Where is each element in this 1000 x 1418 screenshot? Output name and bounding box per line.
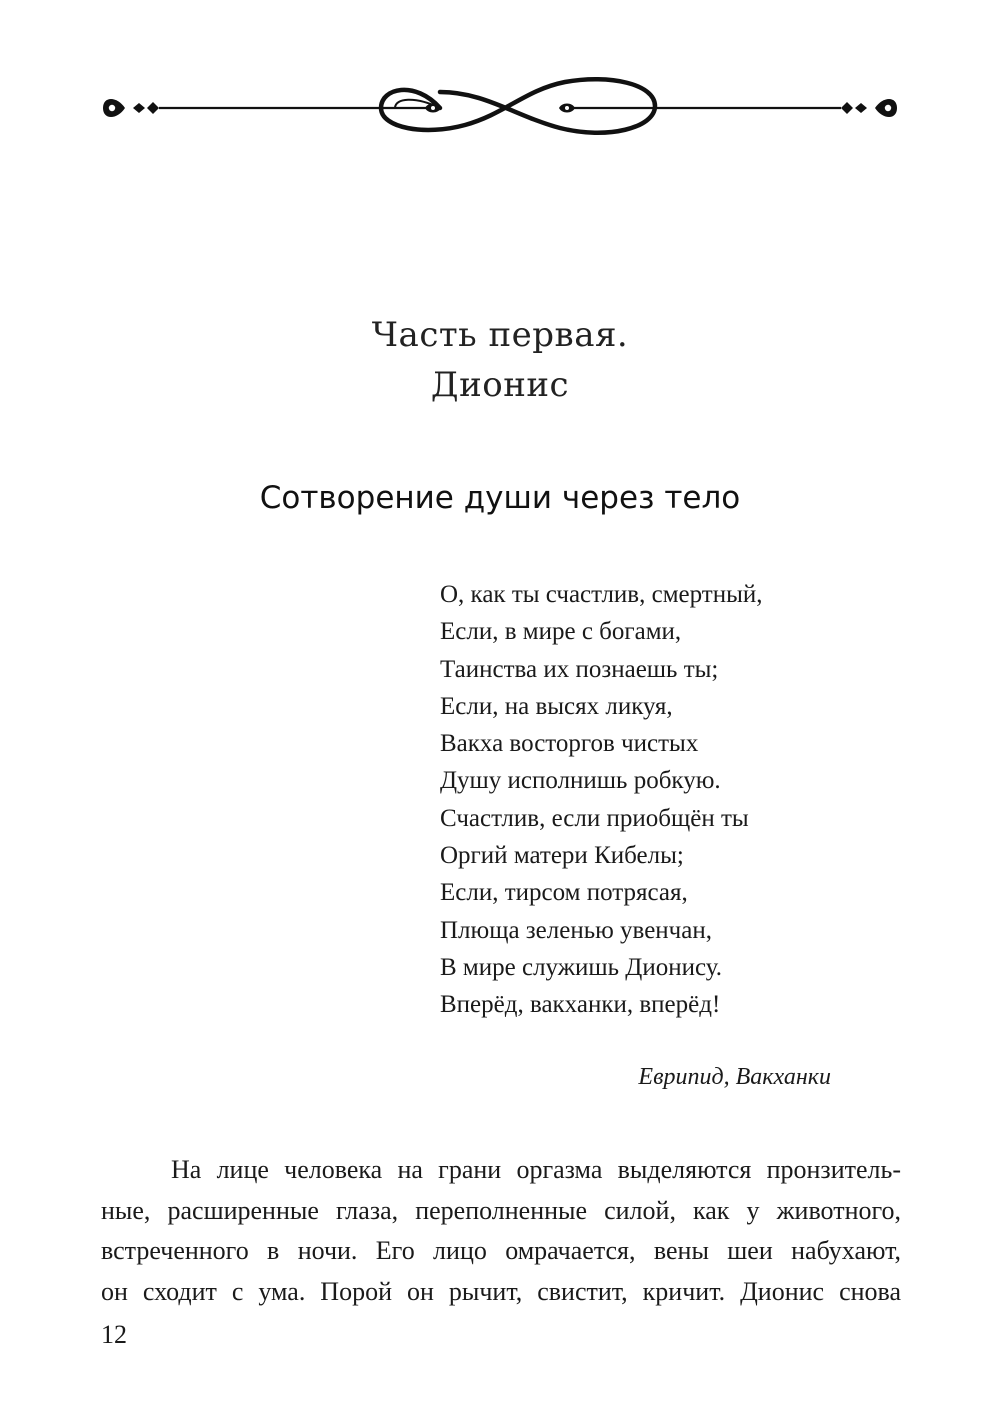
- epigraph-line: Если, в мире с богами,: [440, 618, 682, 646]
- chapter-title: Сотворение души через тело: [259, 480, 741, 516]
- decorative-scroll-divider-icon: [95, 70, 905, 150]
- part-subtitle: Дионис: [430, 365, 570, 405]
- part-title: Часть первая.: [371, 315, 629, 355]
- epigraph-poem: [440, 576, 860, 1024]
- epigraph-line: Счастлив, если приобщён ты: [440, 804, 749, 832]
- epigraph-line: Вакха восторгов чистых: [440, 730, 699, 758]
- body-line: На лице человека на грани оргазма выделяются пронзитель-: [171, 1155, 901, 1184]
- body-line: он сходит с ума. Порой он рычит, свистит, кричит. Дионис снова: [101, 1276, 901, 1306]
- epigraph-line: Если, тирсом потрясая,: [440, 879, 688, 907]
- epigraph-line: Душу исполнишь робкую.: [440, 767, 721, 795]
- epigraph-line: Если, на высях ликуя,: [440, 692, 673, 720]
- epigraph-line: Таинства их познаешь ты;: [440, 655, 719, 683]
- epigraph-attribution: Еврипид, Вакханки: [638, 1064, 831, 1090]
- body-paragraph: [101, 1150, 901, 1312]
- epigraph-line: Плюща зеленью увенчан,: [440, 916, 712, 944]
- epigraph-line: Вперёд, вакханки, вперёд!: [440, 991, 721, 1019]
- page-number: 12: [101, 1320, 127, 1349]
- epigraph-line: О, как ты счастлив, смертный,: [440, 581, 763, 608]
- body-line: встреченного в ночи. Его лицо омрачается, вены шеи набухают,: [101, 1236, 901, 1265]
- body-line: ные, расширенные глаза, переполненные силой, как у животного,: [101, 1195, 901, 1225]
- epigraph-line: Оргий матери Кибелы;: [440, 842, 684, 870]
- epigraph-line: В мире служишь Дионису.: [440, 953, 722, 981]
